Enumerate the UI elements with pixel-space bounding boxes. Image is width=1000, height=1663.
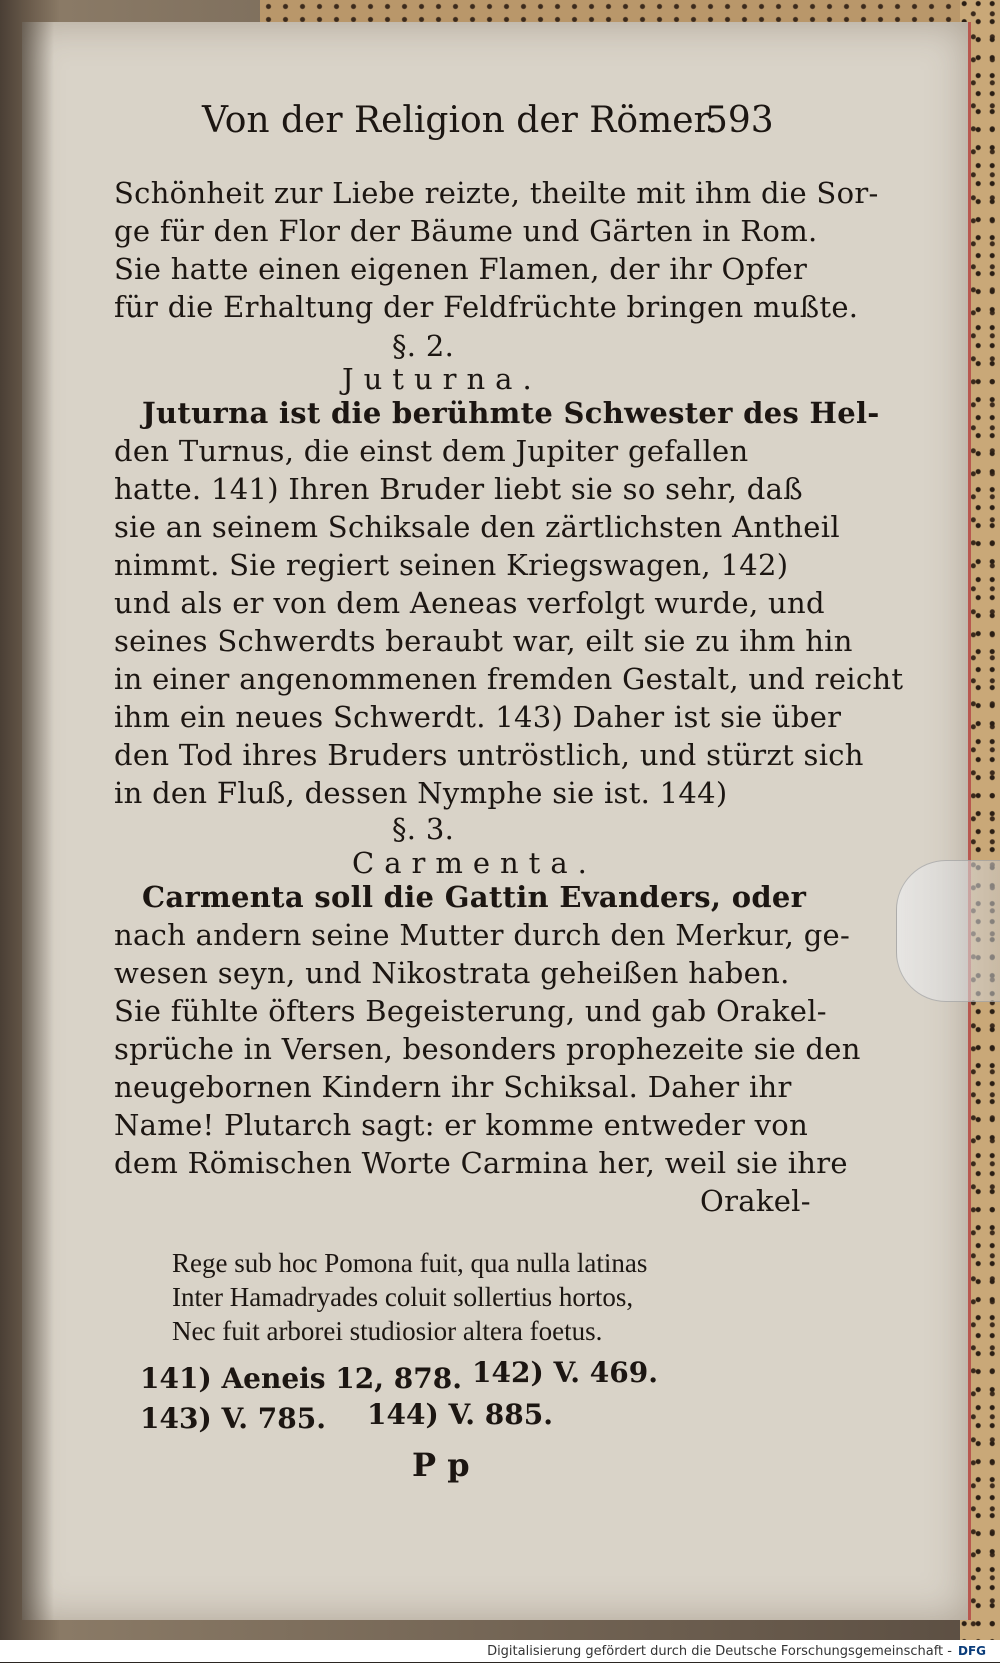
running-head: Von der Religion der Römer.: [202, 100, 719, 141]
dfg-logo: DFG: [957, 1644, 986, 1658]
text-line: nimmt. Sie regiert seinen Kriegswagen, 142): [114, 548, 789, 582]
text-line: ge für den Flor der Bäume und Gärten in Rom.: [114, 214, 818, 248]
section-mark: §. 3.: [392, 812, 455, 846]
text-line: in einer angenommenen fremden Gestalt, und reicht: [114, 662, 904, 696]
latin-verse: Rege sub hoc Pomona fuit, qua nulla latinas: [172, 1248, 648, 1278]
text-line: für die Erhaltung der Feldfrüchte bringen mußte.: [114, 290, 859, 324]
text-line: den Turnus, die einst dem Jupiter gefallen: [114, 434, 749, 468]
signature-mark: P p: [412, 1446, 470, 1484]
text-line: seines Schwerdts beraubt war, eilt sie zu ihm hin: [114, 624, 853, 658]
section-title: Juturna.: [342, 362, 542, 396]
text-line: ihm ein neues Schwerdt. 143) Daher ist sie über: [114, 700, 842, 734]
footnote: 142) V. 469.: [472, 1356, 658, 1389]
text-line: nach andern seine Mutter durch den Merkur, ge-: [114, 918, 851, 952]
text-line: neugebornen Kindern ihr Schiksal. Daher ihr: [114, 1070, 792, 1104]
page-clip: [896, 860, 1000, 1002]
text-line: und als er von dem Aeneas verfolgt wurde, und: [114, 586, 825, 620]
text-line: wesen seyn, und Nikostrata geheißen haben.: [114, 956, 790, 990]
text-line: den Tod ihres Bruders untröstlich, und stürzt sich: [114, 738, 864, 772]
footnote: 141) Aeneis 12, 878.: [140, 1362, 462, 1395]
text-line: in den Fluß, dessen Nymphe sie ist. 144): [114, 776, 728, 810]
section-title: Carmenta.: [352, 846, 597, 880]
text-line: Sie fühlte öfters Begeisterung, und gab Orakel-: [114, 994, 827, 1028]
text-line: sprüche in Versen, besonders prophezeite sie den: [114, 1032, 861, 1066]
text-line: Carmenta soll die Gattin Evanders, oder: [142, 880, 807, 914]
text-line: Name! Plutarch sagt: er komme entweder von: [114, 1108, 809, 1142]
footnote: 143) V. 785.: [140, 1402, 326, 1435]
text-line: dem Römischen Worte Carmina her, weil sie ihre: [114, 1146, 848, 1180]
text-line: Sie hatte einen eigenen Flamen, der ihr Opfer: [114, 252, 808, 286]
footnote: 144) V. 885.: [367, 1398, 553, 1431]
text-line: Juturna ist die berühmte Schwester des Hel-: [142, 396, 880, 430]
text-line: sie an seinem Schiksale den zärtlichsten Antheil: [114, 510, 840, 544]
latin-verse: Nec fuit arborei studiosior altera foetus.: [172, 1316, 603, 1346]
text-line: hatte. 141) Ihren Bruder liebt sie so sehr, daß: [114, 472, 803, 506]
section-mark: §. 2.: [392, 329, 455, 363]
catchword: Orakel-: [700, 1184, 811, 1218]
book-page: [22, 22, 971, 1620]
latin-verse: Inter Hamadryades coluit sollertius hortos,: [172, 1282, 634, 1312]
page-number: 593: [705, 100, 774, 141]
gutter-shadow: [22, 22, 54, 1620]
footer-bar: [0, 1640, 1000, 1662]
text-line: Schönheit zur Liebe reizte, theilte mit ihm die Sor-: [114, 176, 879, 210]
footer-text: Digitalisierung gefördert durch die Deutsche Forschungsgemeinschaft -: [487, 1644, 952, 1659]
